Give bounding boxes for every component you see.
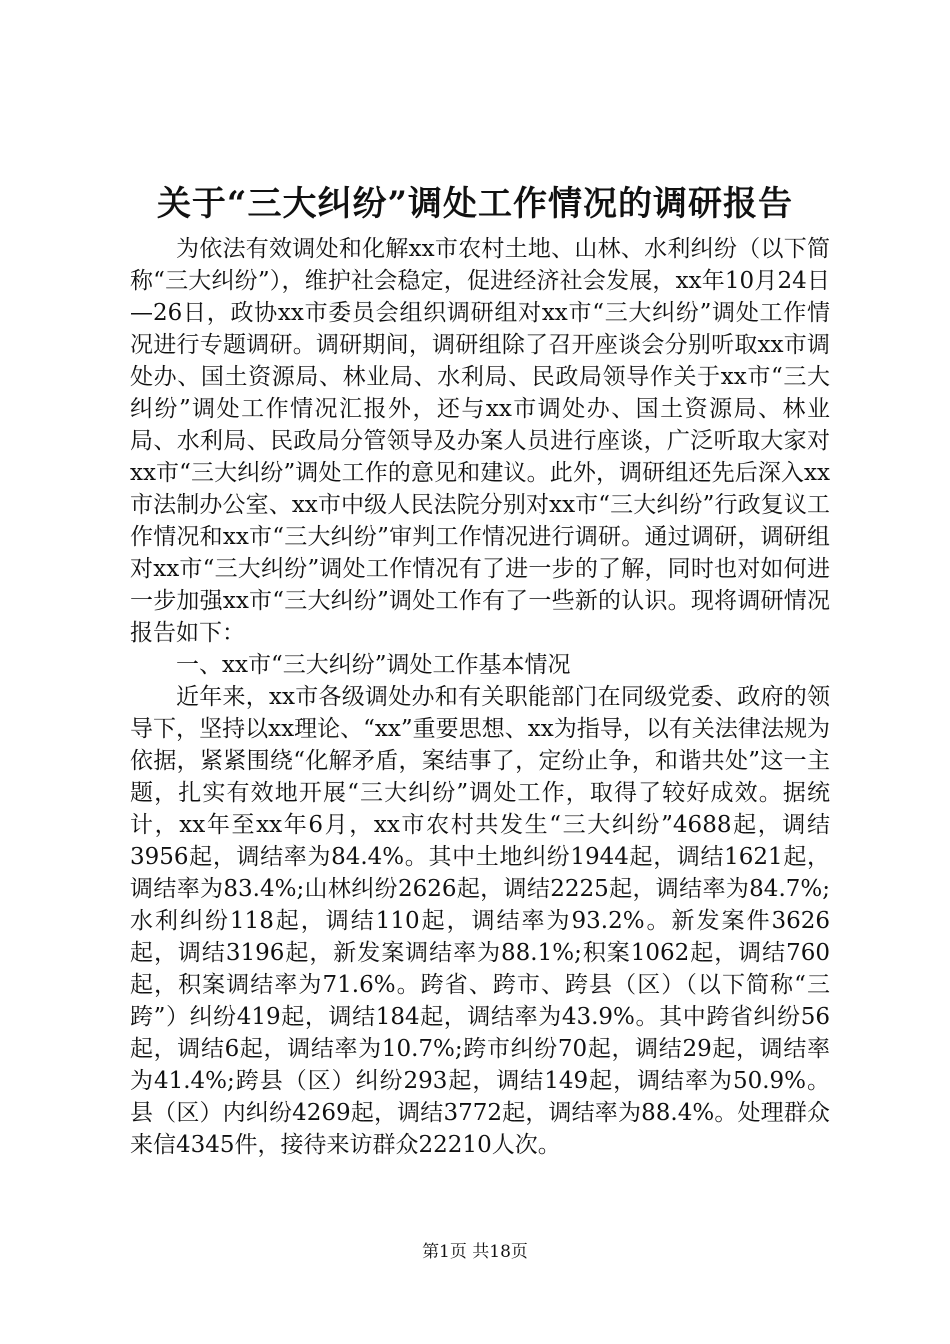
section-heading-1: 一、xx市“三大纠纷”调处工作基本情况 [176, 652, 571, 678]
document-body [130, 233, 830, 1161]
paragraph-intro: 为依法有效调处和化解xx市农村土地、山林、水利纠纷（以下简称“三大纠纷”），维护社会稳定，促进经济社会发展，xx年10月24日—26日，政协xx市委员会组织调研组对xx市“三大纠纷”调处工作情况进行专题调研。调研期间，调研组除了召开座谈会分别听取xx市调处办、国土资源局、林业局、水利局、民政局领导作关于xx市“三大纠纷”调处工作情况汇报外，还与xx市调处办、国土资源局、林业局、水利局、民政局分管领导及办案人员进行座谈，广泛听取大家对xx市“三大纠纷”调处工作的意见和建议。此外，调研组还先后深入xx市法制办公室、xx市中级人民法院分别对xx市“三大纠纷”行政复议工作情况和xx市“三大纠纷”审判工作情况进行调研。通过调研，调研组对xx市“三大纠纷”调处工作情况有了进一步的了解，同时也对如何进一步加强xx市“三大纠纷”调处工作有了一些新的认识。现将调研情况报告如下： [130, 236, 830, 646]
document-title: 关于“三大纠纷”调处工作情况的调研报告 [156, 184, 794, 224]
paragraph-statistics: 近年来，xx市各级调处办和有关职能部门在同级党委、政府的领导下，坚持以xx理论、“xx”重要思想、xx为指导，以有关法律法规为依据，紧紧围绕“化解矛盾，案结事了，定纷止争，和谐共处”这一主题，扎实有效地开展“三大纠纷”调处工作，取得了较好成效。据统计，xx年至xx年6月，xx市农村共发生“三大纠纷”4688起，调结3956起，调结率为84.4%。其中土地纠纷1944起，调结1621起，调结率为83.4%;山林纠纷2626起，调结2225起，调结率为84.7%;水利纠纷118起，调结110起，调结率为93.2%。新发案件3626起，调结3196起，新发案调结率为88.1%;积案1062起，调结760起，积案调结率为71.6%。跨省、跨市、跨县（区）（以下简称“三跨”）纠纷419起，调结184起，调结率为43.9%。其中跨省纠纷56起，调结6起，调结率为10.7%;跨市纠纷70起，调结29起，调结率为41.4%;跨县（区）纠纷293起，调结149起，调结率为50.9%。县（区）内纠纷4269起，调结3772起，调结率为88.4%。处理群众来信4345件，接待来访群众22210人次。 [130, 684, 830, 1158]
page-number-footer: 第1页 共18页 [422, 1242, 528, 1262]
